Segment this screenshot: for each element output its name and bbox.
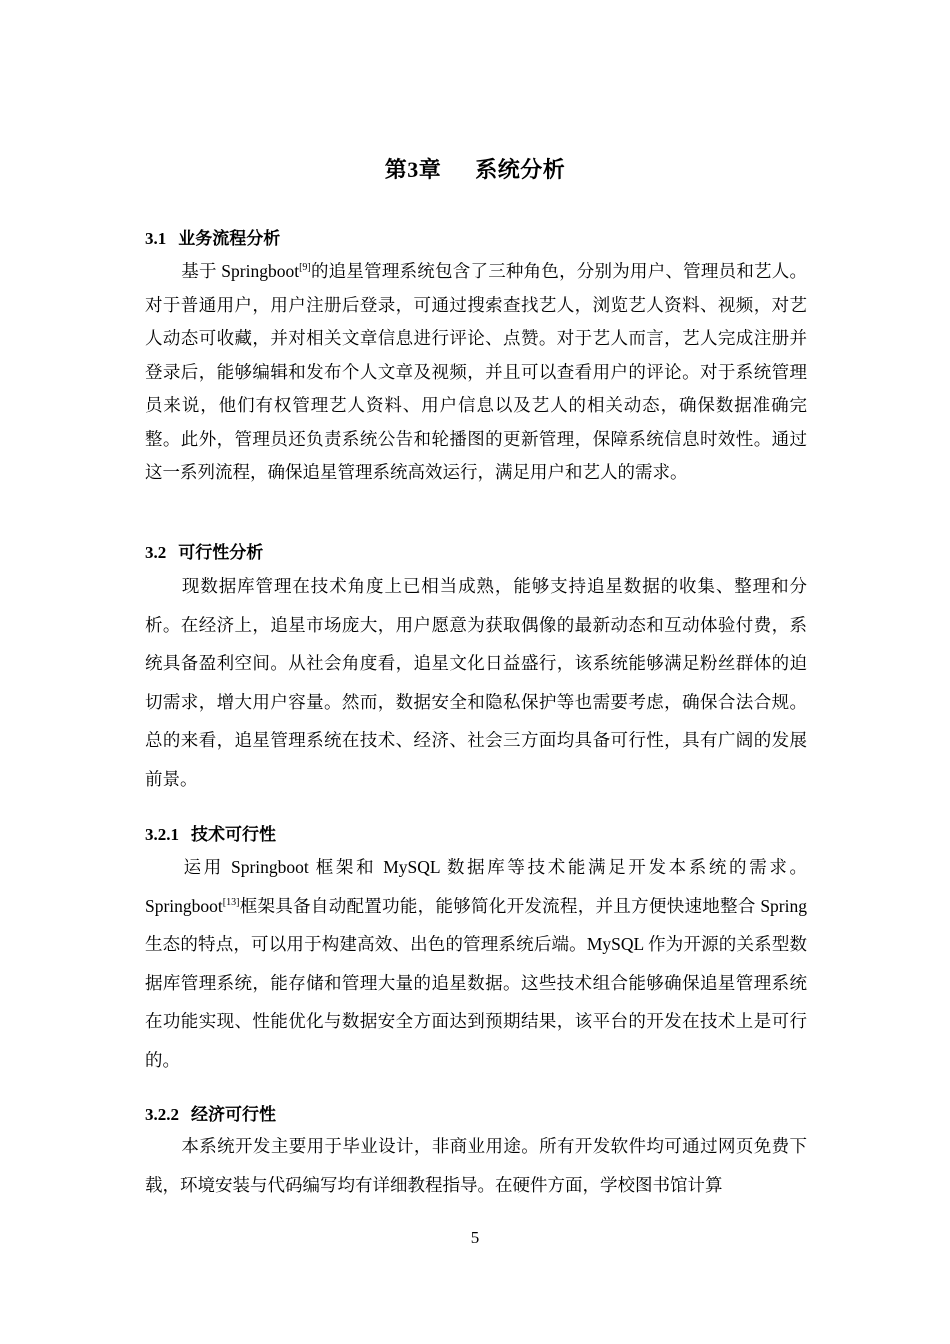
chapter-title bbox=[0, 153, 950, 184]
section-heading-3-2 bbox=[145, 538, 263, 563]
page-number: 5 bbox=[470, 1228, 480, 1247]
citation-ref: [13] bbox=[222, 896, 240, 908]
section-number: 3.2 bbox=[145, 543, 167, 562]
section-paragraph-3-2-1 bbox=[145, 848, 807, 1079]
section-paragraph-3-1 bbox=[145, 255, 807, 490]
paragraph-text: 现数据库管理在技术角度上已相当成熟，能够支持追星数据的收集、整理和分析。在经济上，追星市场庞大，用户愿意为获取偶像的最新动态和互动体验付费，系统具备盈利空间。从社会角度看，追星文化日益盛行，该系统能够满足粉丝群体的迫切需求，增大用户容量。然而，数据安全和隐私保护等也需要考虑，确保合法合规。总的来看，追星管理系统在技术、经济、社会三方面均具备可行性，具有广阔的发展前景。 bbox=[145, 576, 807, 789]
paragraph-text: 运用 Springboot 框架和 MySQL 数据库等技术能满足开发本系统的需求。Springboot bbox=[145, 857, 807, 916]
section-number: 3.1 bbox=[145, 229, 167, 248]
section-number: 3.2.2 bbox=[145, 1105, 179, 1124]
chapter-number: 第3章 bbox=[384, 157, 442, 182]
section-paragraph-3-2 bbox=[145, 567, 807, 798]
section-title: 可行性分析 bbox=[178, 543, 264, 562]
section-number: 3.2.1 bbox=[145, 825, 179, 844]
paragraph-text: 的追星管理系统包含了三种角色，分别为用户、管理员和艺人。对于普通用户，用户注册后登录，可通过搜索查找艺人，浏览艺人资料、视频，对艺人动态可收藏，并对相关文章信息进行评论、点赞。对于艺人而言，艺人完成注册并登录后，能够编辑和发布个人文章及视频，并且可以查看用户的评论。对于系统管理员来说，他们有权管理艺人资料、用户信息以及艺人的相关动态，确保数据准确完整。此外，管理员还负责系统公告和轮播图的更新管理，保障系统信息时效性。通过这一系列流程，确保追星管理系统高效运行，满足用户和艺人的需求。 bbox=[145, 261, 807, 482]
citation-ref: [9] bbox=[299, 262, 311, 273]
chapter-name: 系统分析 bbox=[475, 157, 566, 182]
section-title: 经济可行性 bbox=[191, 1105, 276, 1124]
paragraph-text: 框架具备自动配置功能，能够简化开发流程，并且方便快速地整合 Spring 生态的特点，可以用于构建高效、出色的管理系统后端。MySQL 作为开源的关系型数据库管理系统，能存储和管理大量的追星数据。这些技术组合能够确保追星管理系统在功能实现、性能优化与数据安全方面达到预期结果，该平台的开发在技术上是可行的。 bbox=[145, 895, 807, 1070]
paragraph-text: 本系统开发主要用于毕业设计，非商业用途。所有开发软件均可通过网页免费下载，环境安装与代码编写均有详细教程指导。在硬件方面，学校图书馆计算 bbox=[145, 1136, 807, 1195]
section-paragraph-3-2-2 bbox=[145, 1127, 807, 1204]
section-heading-3-1 bbox=[145, 224, 280, 249]
paragraph-text: 基于 Springboot bbox=[181, 261, 300, 281]
section-heading-3-2-1 bbox=[145, 820, 276, 845]
section-title: 业务流程分析 bbox=[178, 229, 281, 248]
section-heading-3-2-2 bbox=[145, 1100, 276, 1125]
section-title: 技术可行性 bbox=[191, 825, 276, 844]
